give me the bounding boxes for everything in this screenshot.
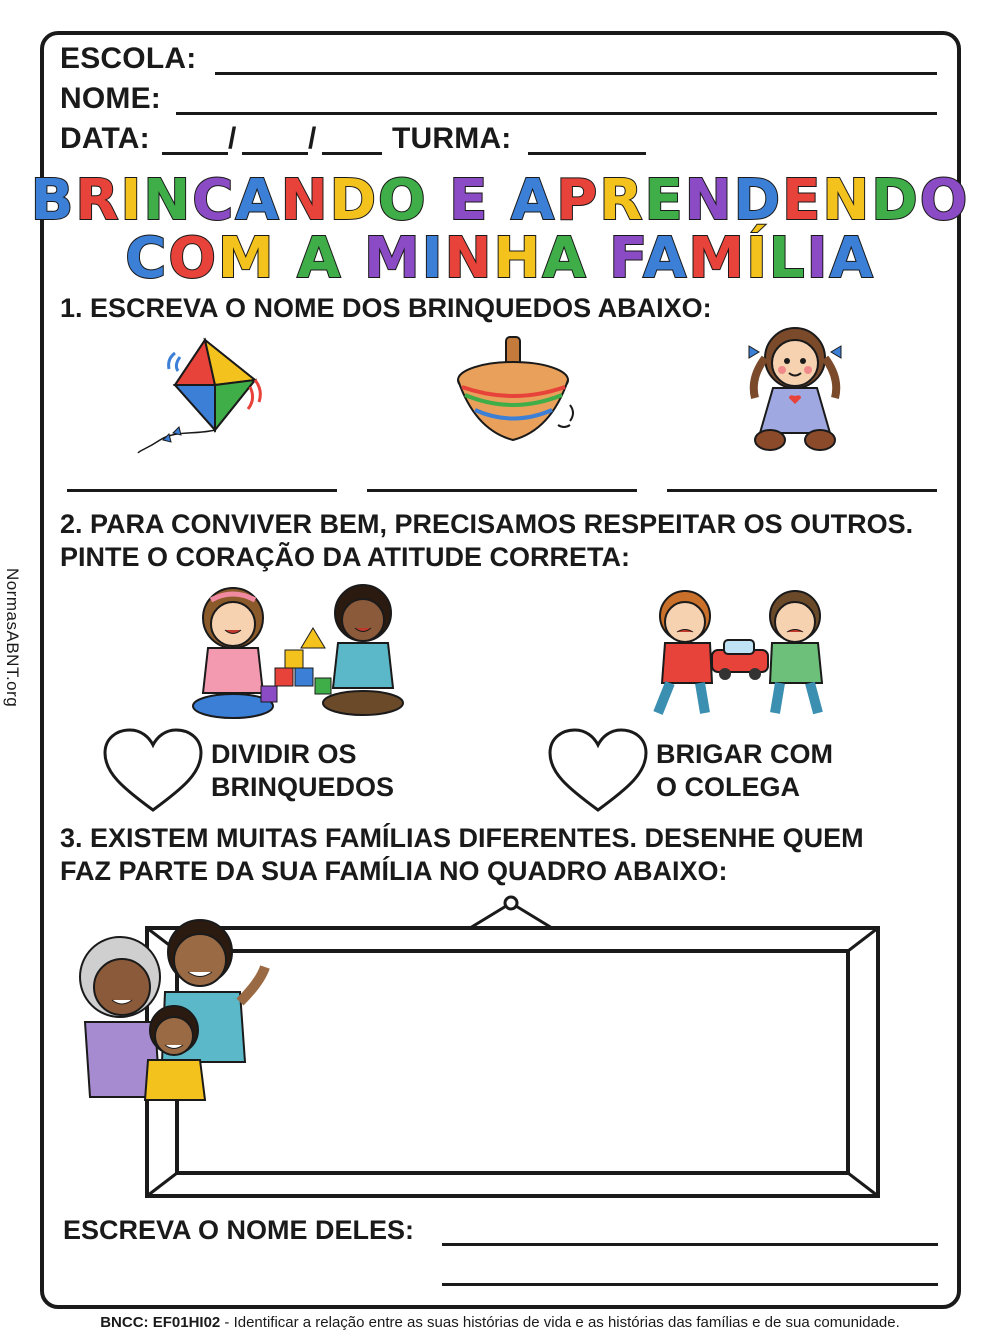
footer-bncc <box>0 1314 1000 1331</box>
question-2-line-1: 2. PARA CONVIVER BEM, PRECISAMOS RESPEITAR OS OUTROS. <box>60 509 914 539</box>
question-1: 1. ESCREVA O NOME DOS BRINQUEDOS ABAIXO: <box>60 293 712 323</box>
names-field-1[interactable] <box>442 1243 938 1246</box>
bncc-code: BNCC: EF01HI02 <box>100 1314 221 1331</box>
names-field-2[interactable] <box>442 1283 938 1286</box>
title-line-2 <box>0 226 1000 291</box>
option-a-line-2: BRINQUEDOS <box>211 772 395 802</box>
name-label: NOME: <box>60 82 161 115</box>
heart-checkbox-icon[interactable] <box>103 728 203 814</box>
family-illustration <box>70 912 280 1102</box>
kite-icon <box>135 335 275 455</box>
question-3-line-1: 3. EXISTEM MUITAS FAMÍLIAS DIFERENTES. DESENHE QUEM <box>60 823 864 853</box>
title-text: COM A MINHA FAMÍLIA <box>125 226 875 291</box>
class-field[interactable] <box>528 152 646 155</box>
kids-fighting-illustration <box>640 578 840 728</box>
watermark-text: NormasABNT.org <box>3 568 22 708</box>
toy-1-answer-field[interactable] <box>67 489 337 492</box>
date-month-field[interactable] <box>242 152 308 155</box>
heart-checkbox-icon[interactable] <box>548 728 648 814</box>
rag-doll-icon <box>735 318 855 453</box>
kids-sharing-toys-illustration <box>183 578 413 728</box>
school-field[interactable] <box>215 72 937 75</box>
date-year-field[interactable] <box>322 152 382 155</box>
question-3-line-2: FAZ PARTE DA SUA FAMÍLIA NO QUADRO ABAIXO: <box>60 856 728 886</box>
spinning-top-icon <box>440 335 580 450</box>
toy-2-answer-field[interactable] <box>367 489 637 492</box>
bncc-description: - Identificar a relação entre as suas histórias de vida e as histórias das famílias e de sua comunidade. <box>220 1314 900 1331</box>
date-slash: / <box>228 122 237 155</box>
school-label: ESCOLA: <box>60 42 197 75</box>
class-label: TURMA: <box>392 122 512 155</box>
option-b-line-1: BRIGAR COM <box>656 739 833 769</box>
option-b-line-2: O COLEGA <box>656 772 801 802</box>
date-day-field[interactable] <box>162 152 228 155</box>
names-label: ESCREVA O NOME DELES: <box>63 1215 415 1245</box>
title-text: BRINCANDO E APRENDENDO <box>30 168 970 233</box>
name-field[interactable] <box>176 112 937 115</box>
title-line-1 <box>0 168 1000 233</box>
date-label: DATA: <box>60 122 150 155</box>
date-slash: / <box>308 122 317 155</box>
toy-3-answer-field[interactable] <box>667 489 937 492</box>
question-2-line-2: PINTE O CORAÇÃO DA ATITUDE CORRETA: <box>60 542 630 572</box>
option-a-line-1: DIVIDIR OS <box>211 739 357 769</box>
